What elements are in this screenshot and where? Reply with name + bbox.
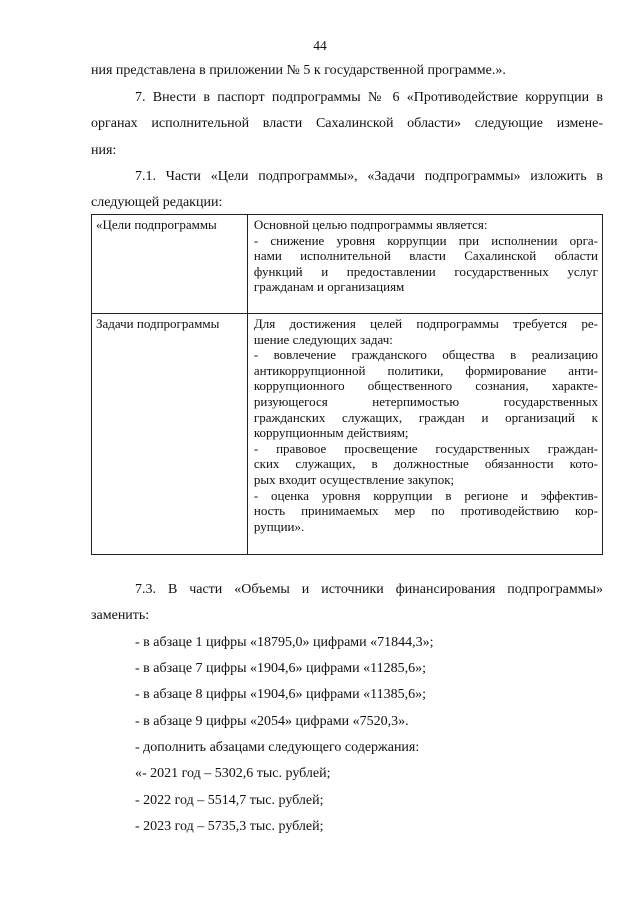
list-item: - дополнить абзацами следующего содержания:: [135, 740, 420, 755]
list-item: - в абзаце 1 цифры «18795,0» цифрами «71844,3»;: [135, 635, 434, 650]
list-item: - 2022 год – 5514,7 тыс. рублей;: [135, 793, 324, 808]
row-content: [247, 215, 602, 314]
list-item: - в абзаце 7 цифры «1904,6» цифрами «11285,6»;: [135, 661, 427, 676]
cell-line: шение следующих задач:: [253, 331, 393, 347]
cell-line: рых входит осуществление закупок;: [253, 471, 455, 487]
cell-line: - оценка уровня коррупции в регионе и эффектив-: [253, 487, 598, 503]
cell-line: коррупционного общественного сознания, характе-: [253, 378, 598, 394]
paragraph-line: 7.1. Части «Цели подпрограммы», «Задачи подпрограммы» изложить в: [135, 169, 603, 184]
row-label: «Цели подпрограммы: [92, 215, 248, 314]
paragraph-line: заменить:: [91, 608, 150, 623]
cell-line: ность принимаемых мер по противодействию кор-: [253, 503, 598, 519]
table-row: [92, 215, 603, 314]
cell-line: нами исполнительной власти Сахалинской области: [253, 248, 598, 264]
cell-line: ских служащих, в должностные обязанности кото-: [253, 456, 598, 472]
paragraph-line: ния:: [91, 143, 117, 158]
cell-line: антикоррупционной политики, формирование анти-: [253, 362, 598, 378]
cell-line: - вовлечение гражданского общества в реализацию: [253, 347, 598, 363]
cell-line: Основной целью подпрограммы является:: [253, 217, 488, 232]
cell-line: гражданам и организациям: [253, 279, 405, 295]
paragraph-line: следующей редакции:: [91, 195, 223, 210]
list-item: - в абзаце 8 цифры «1904,6» цифрами «11385,6»;: [135, 687, 427, 702]
cell-line: Для достижения целей подпрограммы требуется ре-: [253, 316, 598, 331]
list-item: «- 2021 год – 5302,6 тыс. рублей;: [135, 766, 331, 781]
cell-line: - правовое просвещение государственных граждан-: [253, 440, 598, 456]
cell-line: функций и предоставлении государственных услуг: [253, 263, 598, 279]
paragraph-line: органах исполнительной власти Сахалинской области» следующие измене-: [91, 116, 603, 131]
cell-line: - снижение уровня коррупции при исполнении орга-: [253, 232, 598, 248]
paragraph-line: 7. Внести в паспорт подпрограммы № 6 «Противодействие коррупции в: [135, 90, 603, 105]
list-item: - 2023 год – 5735,3 тыс. рублей;: [135, 819, 324, 834]
cell-line: рупции».: [253, 518, 305, 534]
row-label: Задачи подпрограммы: [92, 314, 248, 555]
page-number: 44: [313, 38, 327, 53]
cell-line: гражданских служащих, граждан и организаций к: [253, 409, 598, 425]
table-row: [92, 314, 603, 555]
list-item: - в абзаце 9 цифры «2054» цифрами «7520,3».: [135, 714, 409, 729]
cell-line: коррупционным действиям;: [253, 425, 409, 441]
paragraph-line: ния представлена в приложении № 5 к государственной программе.».: [91, 63, 506, 78]
paragraph-line: 7.3. В части «Объемы и источники финансирования подпрограммы»: [135, 582, 603, 597]
cell-line: ризующегося нетерпимостью государственных: [253, 393, 598, 409]
subprogram-table: [91, 214, 603, 555]
row-content: [247, 314, 602, 555]
